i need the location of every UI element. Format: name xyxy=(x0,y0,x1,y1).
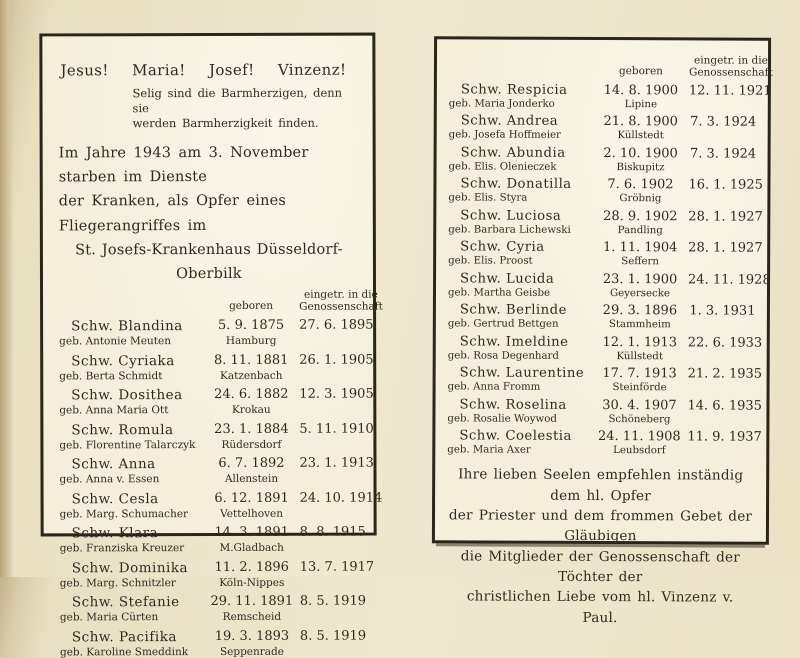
sister-name: Schw. Donatilla xyxy=(460,176,572,192)
birth-place: M.Gladbach xyxy=(219,542,284,555)
table-row xyxy=(58,524,366,555)
entry-date: 1. 3. 1931 xyxy=(689,303,756,319)
table-row xyxy=(57,421,374,452)
entry-date: 5. 11. 1910 xyxy=(299,421,374,437)
birth-place: Köln-Nippes xyxy=(219,576,285,589)
intro-line-3: St. Josefs-Krankenhaus Düsseldorf-Oberbilk xyxy=(75,241,343,283)
birth-date: 11. 2. 1896 xyxy=(214,559,289,575)
maiden-name: geb. Elis. Styra xyxy=(448,192,528,204)
table-row xyxy=(447,113,758,141)
table-row xyxy=(445,397,762,425)
birth-place: Krokau xyxy=(232,404,271,417)
column-header-born: geboren xyxy=(618,65,663,78)
birth-place: Seppenrade xyxy=(219,645,284,658)
birth-date: 29. 11. 1891 xyxy=(210,594,294,610)
closing-line-3: die Mitglieder der Genossenschaft der Töchter der xyxy=(460,548,740,586)
entry-date: 8. 8. 1915 xyxy=(299,524,366,541)
maiden-name: geb. Anna Fromm xyxy=(447,381,541,393)
beatitude-quote xyxy=(132,86,360,132)
sister-name: Schw. Luciosa xyxy=(460,208,562,224)
table-header-left xyxy=(57,288,383,313)
entry-date: 14. 6. 1935 xyxy=(687,398,762,414)
entry-date: 13. 7. 1917 xyxy=(299,559,375,575)
birth-place: Rüdersdorf xyxy=(221,438,282,451)
birth-place: Allenstein xyxy=(224,473,279,486)
birth-date: 29. 3. 1896 xyxy=(602,303,678,319)
table-header-right xyxy=(447,53,773,79)
maiden-name: geb. Antonie Meuten xyxy=(59,335,171,348)
table-row xyxy=(446,365,763,394)
birth-date: 2. 10. 1900 xyxy=(603,145,678,161)
maiden-name: geb. Berta Schmidt xyxy=(59,369,163,383)
maiden-name: geb. Maria Axer xyxy=(447,444,531,456)
sister-name: Schw. Coelestia xyxy=(459,428,572,444)
maiden-name: geb. Maria Cürten xyxy=(59,611,159,624)
birth-place: Steinförde xyxy=(612,382,667,394)
beatitude-line-1: Selig sind die Barmherzigen, denn sie xyxy=(132,85,343,116)
birth-date: 17. 7. 1913 xyxy=(602,366,677,382)
entry-date: 12. 11. 1921 xyxy=(688,83,772,99)
maiden-name: geb. Marg. Schnitzler xyxy=(59,576,176,590)
birth-date: 23. 1. 1900 xyxy=(602,271,678,287)
sister-name: Schw. Dosithea xyxy=(71,387,183,404)
memorial-page-right xyxy=(432,36,773,626)
maiden-name: geb. Rosa Degenhard xyxy=(447,349,559,362)
beatitude-line-2: werden Barmherzigkeit finden. xyxy=(132,116,319,131)
birth-place: Stammheim xyxy=(608,319,671,331)
entry-date: 16. 1. 1925 xyxy=(688,177,763,193)
birth-date: 14. 3. 1891 xyxy=(214,525,289,541)
sister-name: Schw. Anna xyxy=(71,456,156,473)
birth-place: Küllstedt xyxy=(616,350,663,362)
sister-name: Schw. Berlinde xyxy=(459,302,567,318)
birth-place: Schöneberg xyxy=(608,413,671,425)
intro-line-1: Im Jahre 1943 am 3. November starben im Dienste xyxy=(58,144,309,186)
sister-name: Schw. Cyria xyxy=(460,239,545,255)
birth-date: 1. 11. 1904 xyxy=(602,240,678,256)
table-row xyxy=(445,428,762,457)
birth-place: Vettelhoven xyxy=(220,507,284,520)
birth-date: 21. 8. 1900 xyxy=(603,114,678,130)
birth-date: 24. 11. 1908 xyxy=(597,429,681,445)
table-row xyxy=(447,145,758,173)
closing-line-2: der Priester und dem frommen Gebet der Gläubigen xyxy=(448,507,753,545)
table-row xyxy=(447,82,772,110)
closing-prayer xyxy=(447,464,755,628)
birth-date: 30. 4. 1907 xyxy=(602,397,677,413)
birth-place: Biskupitz xyxy=(616,161,665,173)
sister-name: Schw. Roselina xyxy=(459,397,567,413)
invocation-vinzenz: Vinzenz! xyxy=(277,60,347,79)
entry-date: 11. 9. 1937 xyxy=(687,429,762,445)
sister-name: Schw. Andrea xyxy=(460,113,559,129)
maiden-name: geb. Elis. Proost xyxy=(448,255,533,267)
birth-place: Hamburg xyxy=(225,335,277,348)
scan-paper-edge xyxy=(0,0,14,577)
entry-date: 27. 6. 1895 xyxy=(299,317,374,334)
maiden-name: geb. Florentine Talarczyk xyxy=(59,438,196,452)
table-row xyxy=(446,334,763,362)
birth-place: Lipine xyxy=(624,98,658,110)
sisters-table-right xyxy=(445,82,772,457)
birth-place: Remscheid xyxy=(222,611,282,624)
table-row xyxy=(57,455,374,486)
table-row xyxy=(57,352,374,383)
maiden-name: geb. Karoline Smeddink xyxy=(59,645,189,658)
sister-name: Schw. Dominika xyxy=(71,559,189,577)
sisters-table-left xyxy=(57,317,383,658)
sister-name: Schw. Cyriaka xyxy=(71,352,175,370)
entry-date: 26. 1. 1905 xyxy=(299,352,374,368)
maiden-name: geb. Elis. Olenieczek xyxy=(448,160,557,173)
birth-date: 28. 9. 1902 xyxy=(603,208,678,224)
entry-date: 22. 6. 1933 xyxy=(687,335,763,351)
closing-line-1: Ihre lieben Seelen empfehlen inständig dem hl. Opfer xyxy=(458,466,744,504)
entry-date: 12. 3. 1905 xyxy=(299,386,374,403)
sister-name: Schw. Laurentine xyxy=(459,365,585,382)
entry-date: 28. 1. 1927 xyxy=(688,240,763,256)
table-row xyxy=(446,208,763,236)
table-row xyxy=(446,239,763,268)
invocation-josef: Josef! xyxy=(208,60,255,79)
maiden-name: geb. Rosalie Woywod xyxy=(447,412,557,425)
column-header-entered: eingetr. in die Genossenschaft xyxy=(299,288,383,313)
sister-name: Schw. Stefanie xyxy=(71,594,180,611)
birth-date: 24. 6. 1882 xyxy=(214,387,289,403)
entry-date: 7. 3. 1924 xyxy=(690,114,757,130)
maiden-name: geb. Anna Maria Ott xyxy=(59,404,169,417)
maiden-name: geb. Maria Jonderko xyxy=(448,97,555,110)
table-row xyxy=(58,490,383,521)
birth-date: 7. 6. 1902 xyxy=(607,177,674,193)
entry-date: 21. 2. 1935 xyxy=(687,366,763,382)
birth-date: 12. 1. 1913 xyxy=(602,334,678,350)
closing-line-4: christlichen Liebe vom hl. Vinzenz v. Paul. xyxy=(466,588,734,626)
memorial-intro xyxy=(59,140,359,287)
birth-date: 14. 8. 1900 xyxy=(603,82,679,98)
birth-date: 19. 3. 1893 xyxy=(214,628,290,644)
maiden-name: geb. Anna v. Essen xyxy=(59,473,160,486)
maiden-name: geb. Franziska Kreuzer xyxy=(59,542,185,555)
table-row xyxy=(446,271,771,299)
table-row xyxy=(58,559,375,590)
sister-name: Schw. Blandina xyxy=(71,318,183,335)
memorial-page-left xyxy=(39,33,383,658)
invocation-jesus: Jesus! xyxy=(60,61,109,80)
intro-line-2: der Kranken, als Opfer eines Fliegerangriffes im xyxy=(58,193,287,234)
sister-name: Schw. Respicia xyxy=(460,82,568,98)
table-row xyxy=(57,317,374,348)
sister-name: Schw. Cesla xyxy=(71,490,159,508)
birth-place: Küllstedt xyxy=(617,130,664,142)
birth-place: Geyersecke xyxy=(609,287,671,299)
birth-place: Pandling xyxy=(617,224,663,236)
maiden-name: geb. Barbara Lichewski xyxy=(448,223,571,236)
sister-name: Schw. Imeldine xyxy=(459,334,569,350)
column-header-born: geboren xyxy=(229,299,274,312)
table-row xyxy=(446,176,763,205)
invocation-maria: Maria! xyxy=(132,61,186,80)
birth-place: Seffern xyxy=(621,256,660,268)
birth-date: 23. 1. 1884 xyxy=(214,421,289,437)
table-row xyxy=(58,593,367,624)
birth-date: 8. 11. 1881 xyxy=(213,352,289,368)
sister-name: Schw. Romula xyxy=(71,421,174,439)
birth-date: 5. 9. 1875 xyxy=(218,318,285,334)
entry-date: 28. 1. 1927 xyxy=(688,209,763,225)
entry-date: 24. 11. 1928 xyxy=(688,272,771,288)
table-row xyxy=(57,386,374,417)
sister-name: Schw. Abundia xyxy=(460,145,566,161)
entry-date: 23. 1. 1913 xyxy=(299,455,374,472)
birth-date: 6. 12. 1891 xyxy=(214,490,289,506)
sister-name: Schw. Pacifika xyxy=(71,628,177,646)
birth-date: 6. 7. 1892 xyxy=(218,456,285,472)
column-header-entered: eingetr. in die Genossenschaft xyxy=(688,54,773,79)
birth-place: Leubsdorf xyxy=(613,445,666,457)
entry-date: 8. 5. 1919 xyxy=(299,593,367,610)
table-row xyxy=(58,628,367,658)
maiden-name: geb. Josefa Hoffmeier xyxy=(448,129,561,141)
maiden-name: geb. Gertrud Bettgen xyxy=(447,318,559,330)
sister-name: Schw. Klara xyxy=(71,525,159,542)
birth-place: Katzenbach xyxy=(219,369,283,382)
maiden-name: geb. Martha Geisbe xyxy=(447,286,551,299)
birth-place: Gröbnig xyxy=(619,193,662,205)
sister-name: Schw. Lucida xyxy=(460,271,555,287)
invocation-line xyxy=(56,61,360,80)
maiden-name: geb. Marg. Schumacher xyxy=(59,507,189,521)
entry-date: 24. 10. 1914 xyxy=(299,490,383,506)
entry-date: 8. 5. 1919 xyxy=(299,628,367,644)
entry-date: 7. 3. 1924 xyxy=(689,146,757,162)
table-row xyxy=(446,302,757,330)
